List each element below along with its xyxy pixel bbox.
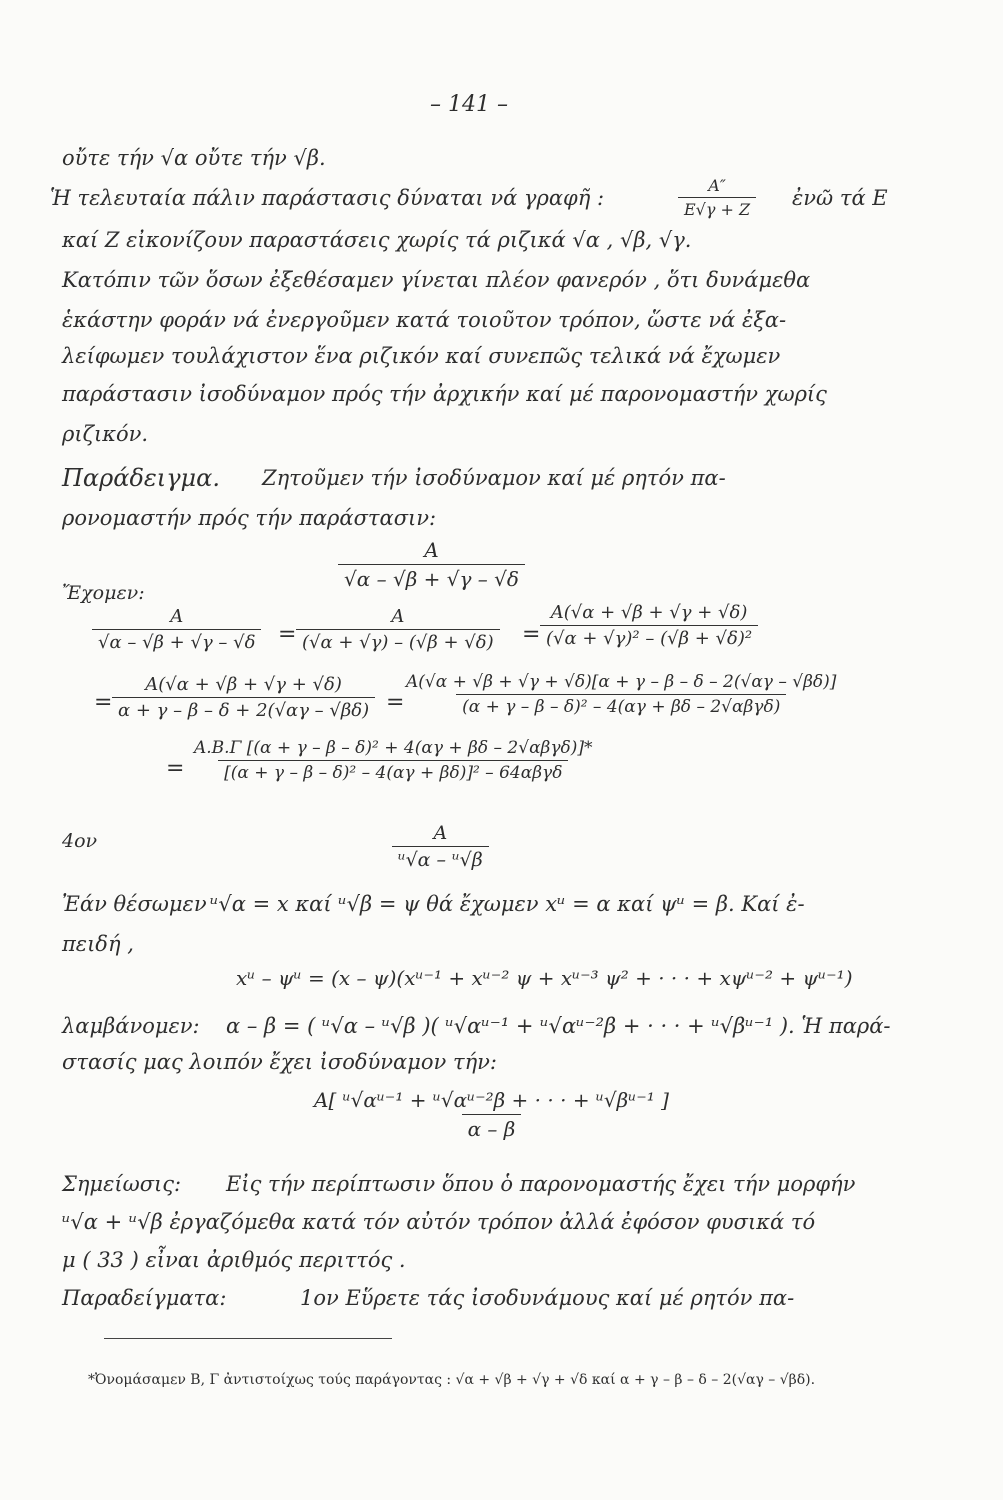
equals-sign: =: [166, 756, 185, 781]
derivation-fraction-4: [112, 674, 375, 721]
fraction-denominator: α + γ – β – δ + 2(√αγ – √βδ): [112, 697, 375, 721]
text-line: παράστασιν ἰσοδύναμον πρός τήν ἀρχικήν καί μέ παρονομαστήν χωρίς: [62, 382, 827, 406]
fraction-numerator: Α[ ᵘ√αᵘ⁻¹ + ᵘ√αᵘ⁻²β + · · · + ᵘ√βᵘ⁻¹ ]: [314, 1088, 669, 1112]
text-line: Ἡ τελευταία πάλιν παράστασις δύναται νά γραφῆ :: [50, 186, 605, 210]
fraction-numerator: Α(√α + √β + √γ + √δ): [550, 602, 748, 623]
text-line: Κατόπιν τῶν ὅσων ἐξεθέσαμεν γίνεται πλέον φανερόν , ὅτι δυνάμεθα: [62, 268, 811, 292]
fraction-numerator: Α: [433, 822, 448, 844]
derivation-fraction-2: [296, 606, 500, 653]
text-line: Ζητοῦμεν τήν ἰσοδύναμον καί μέ ρητόν πα-: [262, 466, 726, 490]
text-line: λείφωμεν τουλάχιστον ἕνα ριζικόν καί συνεπῶς τελικά νά ἔχωμεν: [62, 344, 781, 368]
text-line: ᵘ√α + ᵘ√β ἐργαζόμεθα κατά τόν αὐτόν τρόπον ἀλλά ἐφόσον φυσικά τό: [62, 1210, 816, 1234]
text-line: ρονομαστήν πρός τήν παράστασιν:: [62, 506, 437, 530]
fraction-numerator: Α(√α + √β + √γ + √δ)[α + γ – β – δ – 2(√αγ – √βδ)]: [406, 672, 837, 692]
fraction-numerator: Α: [424, 538, 439, 562]
text-line: λαμβάνομεν:: [62, 1014, 200, 1038]
text-line: α – β = ( ᵘ√α – ᵘ√β )( ᵘ√αᵘ⁻¹ + ᵘ√αᵘ⁻²β + · · · + ᵘ√βᵘ⁻¹ ). Ἡ παρά-: [226, 1014, 891, 1038]
text-line: ᵘ√α = x καί ᵘ√β = ψ θά ἔχωμεν xᵘ = α καί ψᵘ = β. Καί ἐ-: [210, 892, 805, 916]
derivation-fraction-1: [92, 606, 261, 653]
text-line: καί Ζ εἰκονίζουν παραστάσεις χωρίς τά ριζικά √α , √β, √γ.: [62, 228, 692, 252]
fraction-denominator: [(α + γ – β – δ)² – 4(αγ + βδ)]² – 64αβγδ: [218, 760, 568, 783]
fraction-denominator: √α – √β + √γ – √δ: [92, 629, 261, 653]
fraction-denominator: √α – √β + √γ – √δ: [338, 564, 525, 591]
text-line: 1ον Εὕρετε τάς ἰσοδυνάμους καί μέ ρητόν πα-: [300, 1286, 795, 1310]
identity-line: xᵘ – ψᵘ = (x – ψ)(xᵘ⁻¹ + xᵘ⁻² ψ + xᵘ⁻³ ψ² + · · · + xψᵘ⁻² + ψᵘ⁻¹): [236, 966, 853, 990]
text-line: ἑκάστην φοράν νά ἐνεργοῦμεν κατά τοιοῦτον τρόπον, ὥστε νά ἐξα-: [62, 308, 787, 332]
examples-heading: Παραδείγματα:: [62, 1286, 227, 1310]
example-fraction: [338, 538, 525, 591]
example-heading: Παράδειγμα.: [62, 464, 220, 492]
derivation-fraction-5: [400, 672, 842, 717]
text-line: ἐνῶ τά Ε: [792, 186, 888, 210]
text-line: στασίς μας λοιπόν ἔχει ἰσοδύναμον τήν:: [62, 1050, 497, 1074]
equals-sign: =: [522, 622, 541, 647]
text-line: Ἔχομεν:: [62, 582, 145, 604]
fraction-numerator: Α: [170, 606, 184, 627]
fraction-denominator: Ε√γ + Ζ: [678, 197, 756, 219]
fraction-numerator: Α″: [708, 176, 726, 195]
footnote: *Ὀνομάσαμεν Β, Γ ἀντιστοίχως τούς παράγοντας : √α + √β + √γ + √δ καί α + γ – β – δ – 2(√αγ – √βδ).: [88, 1372, 816, 1388]
case-label: 4ον: [62, 830, 98, 852]
inline-fraction: [678, 176, 756, 219]
equals-sign: =: [94, 690, 113, 715]
derivation-fraction-3: [540, 602, 758, 649]
fraction-numerator: Α: [391, 606, 405, 627]
text-line: μ ( 33 ) εἶναι ἀριθμός περιττός .: [62, 1248, 406, 1272]
text-line: Εἰς τήν περίπτωσιν ὅπου ὁ παρονομαστής ἔχει τήν μορφήν: [226, 1172, 856, 1196]
text-line: Ἐάν θέσωμεν: [62, 892, 207, 916]
fraction-numerator: Α.Β.Γ [(α + γ – β – δ)² + 4(αγ + βδ – 2√αβγδ)]*: [194, 738, 593, 758]
fraction-denominator: (√α + √γ)² – (√β + √δ)²: [540, 625, 758, 649]
fraction-numerator: Α(√α + √β + √γ + √δ): [145, 674, 342, 695]
fraction-denominator: (√α + √γ) – (√β + √δ): [296, 629, 500, 653]
fraction-denominator: α – β: [462, 1114, 522, 1141]
case-4-fraction: [392, 822, 489, 871]
text-line: ριζικόν.: [62, 422, 149, 446]
text-line: πειδή ,: [62, 932, 134, 956]
fraction-denominator: (α + γ – β – δ)² – 4(αγ + βδ – 2√αβγδ): [456, 694, 786, 717]
equals-sign: =: [278, 622, 297, 647]
equals-sign: =: [386, 690, 405, 715]
result-fraction: [308, 1088, 675, 1141]
derivation-fraction-6: [188, 738, 599, 783]
fraction-denominator: ᵘ√α – ᵘ√β: [392, 846, 489, 871]
footnote-divider: [104, 1338, 392, 1339]
text-line: οὔτε τήν √α οὔτε τήν √β.: [62, 146, 326, 170]
note-heading: Σημείωσις:: [62, 1172, 182, 1196]
page-number: – 141 –: [430, 92, 508, 117]
